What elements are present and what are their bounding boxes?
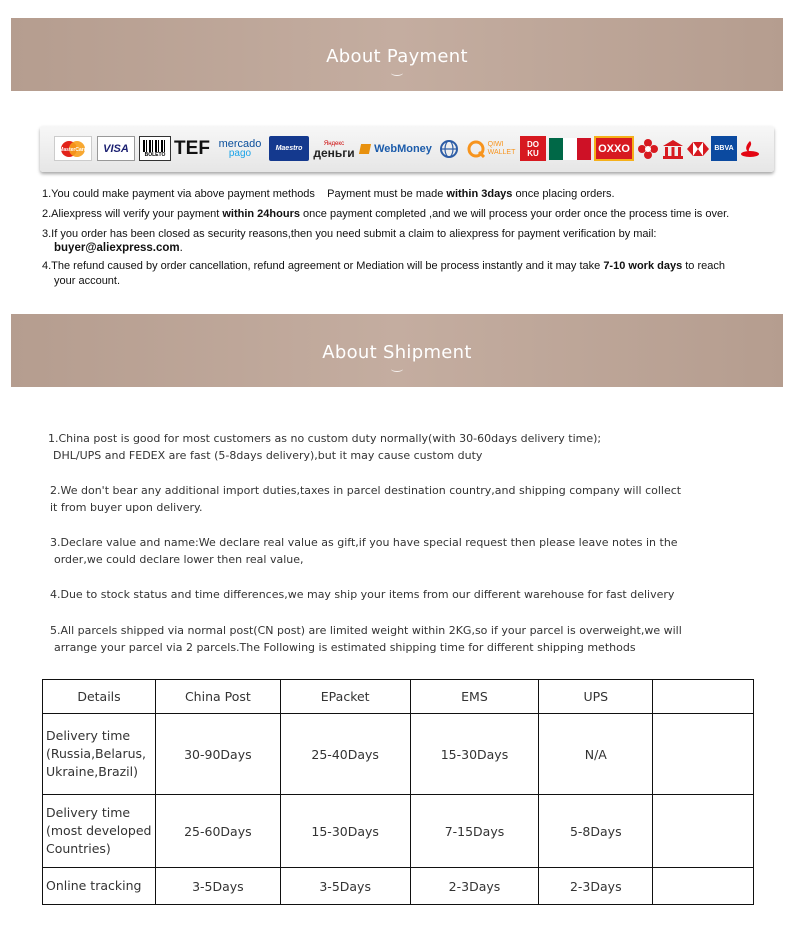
table-header-cell: UPS — [539, 680, 653, 714]
payment-email-link[interactable]: buyer@aliexpress.com — [54, 242, 180, 254]
row-label: Ukraine,Brazil) — [46, 764, 139, 779]
hsbc-icon — [686, 136, 710, 161]
rule-text: 3.If you order has been closed as security reasons,then you need submit a claim to aliexpress for payment verification by mail: — [42, 228, 657, 240]
row-label: (Russia,Belarus, — [46, 746, 146, 761]
mercadopago-logo — [213, 136, 267, 161]
row-label-cell — [43, 868, 156, 905]
row-label: (most developed — [46, 823, 152, 838]
rule-text: once placing orders. — [515, 188, 615, 200]
shipment-note-5a: 5.All parcels shipped via normal post(CN post) are limited weight within 2KG,so if your parcel is overweight,we will — [50, 624, 682, 637]
row-label: Delivery time — [46, 728, 131, 743]
bbva-text: BBVA — [714, 145, 734, 152]
table-cell: 7-15Days — [410, 795, 539, 868]
dengi-text: деньги — [313, 145, 355, 160]
row-label: Delivery time — [46, 805, 131, 820]
shipping-time-table — [42, 679, 754, 905]
qiwi-text: QIWI — [487, 140, 504, 148]
boleto-text: BOLETO — [144, 151, 166, 158]
webmoney-globe-logo — [438, 136, 460, 161]
flame-icon — [740, 140, 760, 158]
table-cell: 15-30Days — [410, 714, 539, 795]
rule-emphasis: within 3days — [446, 188, 513, 200]
about-payment-banner — [11, 18, 783, 91]
payment-email-line — [54, 242, 183, 254]
table-cell: 30-90Days — [155, 714, 280, 795]
barcode-icon — [143, 140, 167, 152]
mastercard-logo — [54, 136, 92, 161]
yandex-text: Яндекс — [323, 140, 345, 147]
webmoney-icon — [359, 144, 371, 154]
chevron-down-icon — [391, 366, 403, 372]
table-cell: 3-5Days — [155, 868, 280, 905]
row-label: Online tracking — [46, 878, 142, 893]
qiwi-icon — [467, 140, 485, 158]
santander-icon — [739, 136, 761, 161]
table-cell: 25-60Days — [155, 795, 280, 868]
yandex-money-logo — [312, 136, 356, 161]
maestro-text: Maestro — [275, 145, 303, 152]
qiwi-logo — [464, 136, 518, 161]
rule-text: 4.The refund caused by order cancellation, refund agreement or Mediation will be process instantly and it may take — [42, 260, 601, 272]
rule-text: your account. — [54, 275, 121, 287]
mercado-text: mercado — [218, 137, 262, 150]
table-header-cell: Details — [43, 680, 156, 714]
maestro-logo — [269, 136, 309, 161]
table-header-cell: EMS — [410, 680, 539, 714]
mastercard-icon — [58, 140, 88, 158]
oxxo-logo — [594, 136, 634, 161]
flower-icon — [638, 139, 658, 159]
payment-rule-2 — [42, 208, 729, 220]
doku-text: DO KU — [527, 139, 539, 158]
globe-icon — [439, 139, 459, 159]
rule-emphasis: 7-10 work days — [603, 260, 683, 272]
tef-logo — [173, 136, 211, 161]
visa-text: VISA — [103, 142, 129, 155]
rule-text: Payment must be made — [327, 188, 444, 200]
row-label-cell — [43, 714, 156, 795]
mexico-flag-icon — [549, 136, 591, 161]
table-cell — [653, 714, 754, 795]
building-icon — [662, 139, 684, 159]
rule-text: once payment completed ,and we will process your order once the process time is over. — [303, 208, 730, 220]
table-row — [43, 868, 754, 905]
bank-building-icon — [661, 136, 685, 161]
table-header-row — [43, 680, 754, 714]
shipment-note-1a: 1.China post is good for most customers as no custom duty normally(with 30-60days delivery time); — [48, 432, 602, 445]
about-payment-title: About Payment — [326, 46, 468, 67]
payment-logos-strip — [40, 126, 774, 172]
table-header-cell: China Post — [155, 680, 280, 714]
table-header-cell: EPacket — [280, 680, 410, 714]
table-cell: 5-8Days — [539, 795, 653, 868]
shipment-note-5b: arrange your parcel via 2 parcels.The Following is estimated shipping time for different shipping methods — [54, 641, 636, 654]
visa-logo — [97, 136, 135, 161]
table-row — [43, 795, 754, 868]
payment-rule-4-cont — [54, 275, 120, 287]
table-cell: 2-3Days — [410, 868, 539, 905]
oxxo-text: OXXO — [598, 142, 630, 155]
shipment-note-4: 4.Due to stock status and time differences,we may ship your items from our different warehouse for fast delivery — [50, 588, 675, 601]
table-cell: 3-5Days — [280, 868, 410, 905]
boleto-logo — [139, 136, 171, 161]
about-shipment-title: About Shipment — [322, 342, 472, 363]
bbva-logo — [711, 136, 737, 161]
table-cell: 15-30Days — [280, 795, 410, 868]
shipment-note-3a: 3.Declare value and name:We declare real value as gift,if you have special request then please leave notes in the — [50, 536, 678, 549]
doku-logo — [520, 136, 546, 161]
hexagon-icon — [687, 142, 709, 156]
svg-text:MasterCard: MasterCard — [59, 146, 87, 153]
tef-text: TEF — [174, 137, 210, 159]
shipment-note-2a: 2.We don't bear any additional import duties,taxes in parcel destination country,and shipping company will collect — [50, 484, 682, 497]
payment-rule-3 — [42, 228, 656, 240]
payment-rule-1 — [42, 188, 615, 200]
rule-emphasis: within 24hours — [222, 208, 300, 220]
rule-text: to reach — [685, 260, 725, 272]
shipment-note-3b: order,we could declare lower then real value, — [54, 553, 304, 566]
payment-rule-4 — [42, 260, 725, 272]
webmoney-logo — [356, 136, 436, 161]
rule-text: . — [179, 242, 183, 254]
table-cell — [653, 868, 754, 905]
row-label: Countries) — [46, 841, 111, 856]
rule-text: 1.You could make payment via above payment methods — [42, 188, 315, 200]
about-shipment-banner — [11, 314, 783, 387]
chevron-down-icon — [391, 70, 403, 76]
bank-flower-icon — [637, 136, 659, 161]
table-cell: 2-3Days — [539, 868, 653, 905]
table-cell: 25-40Days — [280, 714, 410, 795]
table-cell — [653, 795, 754, 868]
wallet-text: WALLET — [487, 148, 516, 156]
webmoney-text: WebMoney — [374, 142, 432, 155]
table-cell: N/A — [539, 714, 653, 795]
table-row — [43, 714, 754, 795]
rule-text: 2.Aliexpress will verify your payment — [42, 208, 220, 220]
table-header-cell — [653, 680, 754, 714]
pago-text: pago — [228, 147, 252, 159]
shipment-note-2b: it from buyer upon delivery. — [50, 501, 203, 514]
row-label-cell — [43, 795, 156, 868]
shipment-note-1b: DHL/UPS and FEDEX are fast (5-8days delivery),but it may cause custom duty — [53, 449, 483, 462]
